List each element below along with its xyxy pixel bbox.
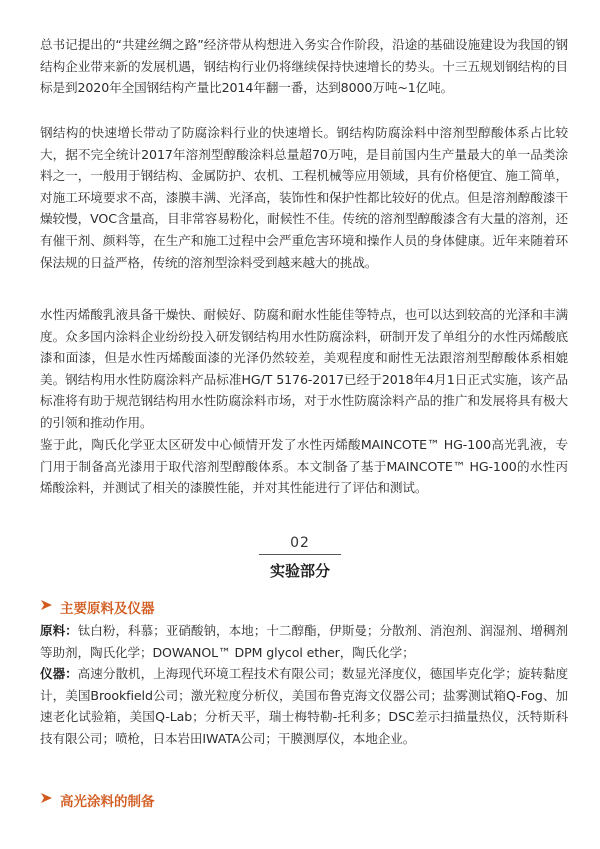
- coating-heading: [40, 790, 155, 810]
- instruments-label: 仪器：: [40, 666, 78, 681]
- intro-paragraph-1: 总书记提出的“共建丝绸之路”经济带从构想进入务实合作阶段，沿途的基础设施建设为我国的钢结构企业带来新的发展机遇，钢结构行业仍将继续保持快速增长的势头。十三五规划钢结构的目标是到2020年全国钢结构产量比2014年翻一番，达到8000万吨~1亿吨。: [40, 37, 568, 96]
- instruments-text: 高速分散机，上海现代环境工程技术有限公司；数显光泽度仪，德国毕克化学；旋转黏度计，美国Brookfield公司；激光粒度分析仪，美国布鲁克海文仪器公司；盐雾测试箱Q-Fog、加速老化试验箱，美国Q-Lab；分析天平，瑞士梅特勒-托利多；DSC差示扫描量热仪，沃特斯科技有限公司；喷枪，日本岩田IWATA公司；干膜测厚仪，本地企业。: [40, 666, 569, 746]
- materials-heading: [40, 597, 155, 617]
- section-divider: [259, 554, 341, 555]
- raw-materials-list: [40, 620, 568, 663]
- materials-heading-text: 主要原料及仪器: [60, 601, 155, 617]
- intro-paragraph-2: 钢结构的快速增长带动了防腐涂料行业的快速增长。钢结构防腐涂料中溶剂型醇酸体系占比较大，据不完全统计2017年溶剂型醇酸涂料总量超70万吨，是目前国内生产量最大的单一品类涂料之一，一般用于钢结构、金属防护、农机、工程机械等应用领域，具有价格便宜、施工简单，对施工环境要求不高，漆膜丰满、光泽高，装饰性和保护性都比较好的优点。但是溶剂醇酸漆干燥较慢，VOC含量高，目非常容易粉化，耐候性不佳。传统的溶剂型醇酸漆含有大量的溶剂，还有催干剂、颜料等，在生产和施工过程中会严重危害环境和操作人员的身体健康。近年来随着环保法规的日益严格，传统的溶剂型涂料受到越来越大的挑战。: [40, 125, 568, 270]
- coating-heading-text: 高光涂料的制备: [60, 794, 155, 810]
- raw-materials-text: 钛白粉，科慕；亚硝酸钠，本地；十二醇酯，伊斯曼；分散剂、消泡剂、润湿剂、增稠剂等助剂，陶氏化学；DOWANOL™ DPM glycol ether，陶氏化学；: [40, 623, 569, 660]
- intro-paragraph-3: 水性丙烯酸乳液具备干燥快、耐候好、防腐和耐水性能佳等特点，也可以达到较高的光泽和丰满度。众多国内涂料企业纷纷投入研发钢结构用水性防腐涂料，研制开发了单组分的水性丙烯酸底漆和面漆，但是水性丙烯酸面漆的光泽仍然较差，美观程度和耐性无法跟溶剂型醇酸体系相媲美。钢结构用水性防腐涂料产品标准HG/T 5176-2017已经于2018年4月1日正式实施，该产品标准将有助于规范钢结构用水性防腐涂料市场，对于水性防腐涂料产品的推广和发展将具有极大的引领和推动作用。: [40, 307, 568, 430]
- intro-paragraph-4: 鉴于此，陶氏化学亚太区研发中心倾情开发了水性丙烯酸MAINCOTE™ HG-100高光乳液，专门用于制备高光漆用于取代溶剂型醇酸体系。本文制备了基于MAINCOTE™ HG-100的水性丙烯酸涂料，并测试了相关的漆膜性能，并对其性能进行了评估和测试。: [40, 437, 568, 496]
- section-title: 实验部分: [269, 562, 330, 580]
- instruments-list: [40, 663, 568, 749]
- arrow-right-icon: [40, 792, 54, 808]
- raw-materials-label: 原料：: [40, 623, 78, 638]
- arrow-right-icon: [40, 599, 54, 615]
- section-number: 02: [290, 535, 310, 551]
